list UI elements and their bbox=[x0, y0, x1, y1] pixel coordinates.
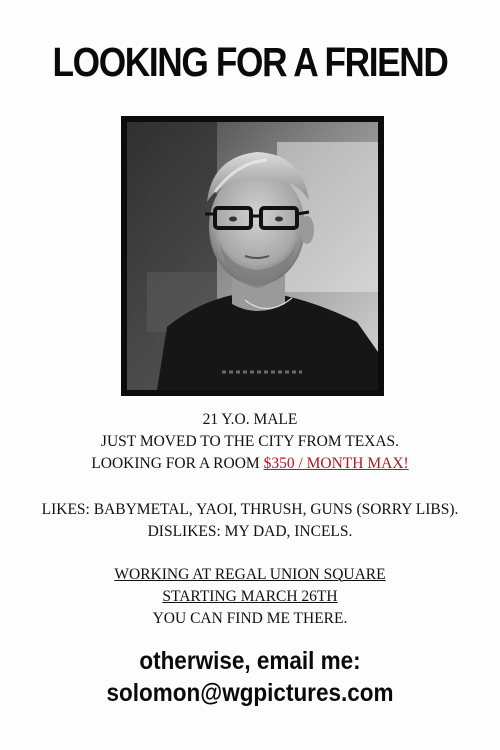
dislikes-line: DISLIKES: MY DAD, INCELS. bbox=[147, 523, 353, 540]
work-line-2: STARTING MARCH 26TH bbox=[162, 588, 338, 605]
contact-email: solomon@wgpictures.com bbox=[106, 679, 394, 707]
price-text: $350 / MONTH MAX! bbox=[263, 455, 409, 472]
work-block bbox=[0, 564, 500, 630]
work-line-1: WORKING AT REGAL UNION SQUARE bbox=[114, 566, 386, 583]
moved-line: JUST MOVED TO THE CITY FROM TEXAS. bbox=[100, 433, 400, 450]
contact-prompt: otherwise, email me: bbox=[139, 647, 361, 675]
flyer-title: LOOKING FOR A FRIEND bbox=[52, 39, 448, 85]
room-line-prefix: LOOKING FOR A ROOM bbox=[91, 455, 264, 472]
work-line-3: YOU CAN FIND ME THERE. bbox=[152, 610, 348, 627]
portrait-photo bbox=[121, 116, 384, 396]
bio-block bbox=[0, 409, 500, 475]
portrait-photo-icon bbox=[127, 122, 378, 390]
age-line: 21 Y.O. MALE bbox=[202, 411, 298, 428]
room-line bbox=[0, 453, 500, 475]
likes-line: LIKES: BABYMETAL, YAOI, THRUSH, GUNS (SORRY LIBS). bbox=[41, 501, 459, 518]
likes-block bbox=[0, 499, 500, 543]
